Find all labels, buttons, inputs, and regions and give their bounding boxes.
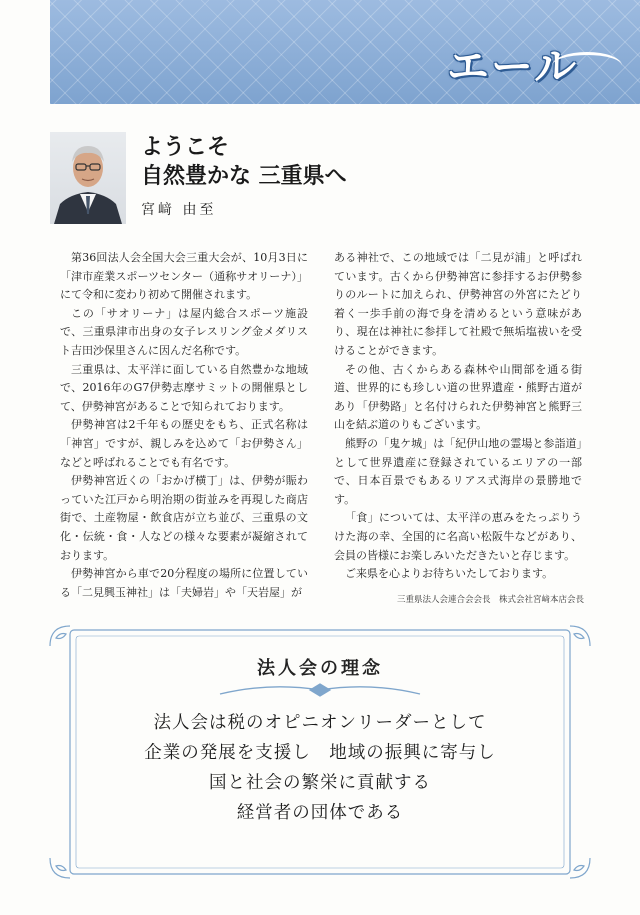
paragraph: 伊勢神宮は2千年もの歴史をもち、正式名称は「神宮」ですが、親しみを込めて「お伊勢さん」などと呼ばれることでも有名です。	[60, 418, 308, 469]
article-body	[60, 249, 582, 602]
paragraph: 伊勢神宮近くの「おかげ横丁」は、伊勢が賑わっていた江戸から明治期の街並みを再現した商店街で、土産物屋・飲食店が立ち並び、三重県の文化・伝統・食・人などの様々な要素が凝縮されております。	[60, 474, 308, 562]
paragraph: ご来県を心よりお待ちいたしております。	[345, 567, 554, 581]
author-credit: 三重県法人会連合会会長 株式会社宮﨑本店会長	[396, 595, 584, 605]
motto-line: 国と社会の繁栄に貢献する	[209, 773, 431, 793]
article-column-left	[60, 249, 308, 602]
banner-swirl-ornament	[552, 52, 622, 79]
paragraph: 伊勢神宮から車で20分程度の場所に位置している「二見興玉神社」は「夫婦岩」や「天岩屋」が	[60, 567, 308, 599]
motto-line: 経営者の団体である	[236, 803, 404, 823]
article-title-line1: ようこそ	[141, 135, 230, 160]
paragraph: その他、古くからある森林や山間部を通る街道、世界的にも珍しい道の世界遺産・熊野古道があり「伊勢路」と名付けられた伊勢神宮と熊野三山を結ぶ道のりもございます。	[334, 362, 582, 432]
paragraph: 三重県は、太平洋に面している自然豊かな地域で、2016年のG7伊勢志摩サミットの開催県として、伊勢神宮があることで知られております。	[60, 362, 308, 413]
paragraph: 「食」については、太平洋の恵みをたっぷりうけた海の幸、全国的に名高い松阪牛などがあり、会員の皆様にお楽しみいただきたいと存じます。	[334, 511, 582, 562]
header-banner	[50, 0, 640, 104]
motto-line: 法人会は税のオピニオンリーダーとして	[153, 713, 487, 733]
author-photo	[50, 132, 126, 224]
paragraph: 熊野の「鬼ケ城」は「紀伊山地の霊場と参詣道」として世界遺産に登録されているエリアの一部で、日本百景でもあるリアス式海岸の景勝地です。	[334, 436, 582, 506]
author-name: 宮﨑 由至	[141, 202, 217, 218]
motto-text	[0, 708, 640, 828]
paragraph-continued: ある神社で、この地域では「二見が浦」と呼ばれています。古くから伊勢神宮に参拝するお伊勢参りのルートに加えられ、伊勢神宮の外宮にたどり着く一歩手前の海で身を清めるという意味があり、現在は神社に参拝して社殿で無垢塩祓いを受けることができます。	[334, 251, 582, 357]
article-column-right	[334, 249, 582, 602]
paragraph: この「サオリーナ」は屋内総合スポーツ施設で、三重県津市出身の女子レスリング金メダリスト吉田沙保里さんに因んだ名称です。	[60, 306, 308, 357]
banner-title: エール	[446, 42, 578, 91]
article-title	[141, 133, 347, 191]
motto-heading: 法人会の理念	[257, 658, 383, 679]
paragraph: 第36回法人会全国大会三重大会が、10月3日に「津市産業スポーツセンター（通称サオリーナ）」にて令和に変わり初めて開催されます。	[60, 251, 308, 302]
article-title-line2: 自然豊かな 三重県へ	[141, 164, 347, 189]
motto-line: 企業の発展を支援し 地域の振興に寄与し	[144, 743, 496, 763]
